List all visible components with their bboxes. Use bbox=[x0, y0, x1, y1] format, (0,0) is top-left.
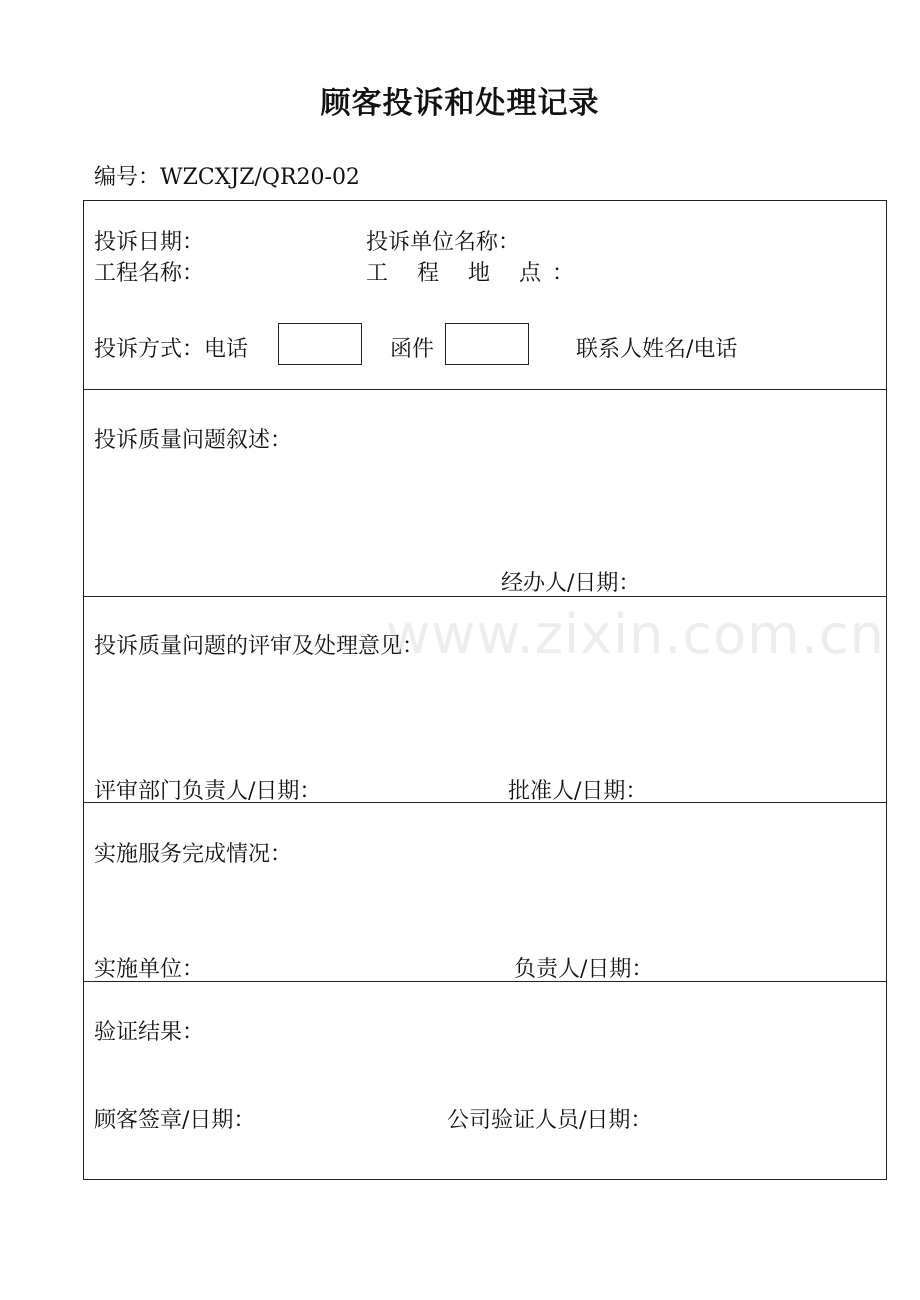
approver-date-label: 批准人/日期： bbox=[508, 779, 648, 804]
completion-label: 实施服务完成情况： bbox=[94, 842, 293, 867]
company-verifier-date-label: 公司验证人员/日期： bbox=[447, 1108, 653, 1133]
complaint-form bbox=[83, 200, 887, 1180]
document-number: 编号：WZCXJZ/QR20-02 bbox=[94, 165, 360, 190]
customer-sign-date-label: 顾客签章/日期： bbox=[94, 1108, 256, 1133]
review-head-date-label: 评审部门负责人/日期： bbox=[94, 779, 322, 804]
review-opinion-label: 投诉质量问题的评审及处理意见： bbox=[94, 634, 425, 659]
divider bbox=[84, 981, 886, 982]
divider bbox=[84, 389, 886, 390]
phone-checkbox[interactable] bbox=[278, 323, 362, 365]
verification-result-label: 验证结果： bbox=[94, 1020, 205, 1045]
complaint-method-label: 投诉方式：电话 bbox=[94, 337, 249, 362]
divider bbox=[84, 802, 886, 803]
complaint-date-label: 投诉日期： bbox=[94, 230, 205, 255]
implementation-unit-label: 实施单位： bbox=[94, 957, 205, 982]
responsible-date-label: 负责人/日期： bbox=[514, 957, 654, 982]
complaint-unit-label: 投诉单位名称： bbox=[366, 230, 521, 255]
project-name-label: 工程名称： bbox=[94, 261, 205, 286]
watermark: www.zixin.com.cn bbox=[386, 603, 885, 666]
contact-label: 联系人姓名/电话 bbox=[576, 337, 738, 362]
letter-label: 函件 bbox=[390, 337, 435, 362]
letter-checkbox[interactable] bbox=[445, 323, 529, 365]
document-title: 顾客投诉和处理记录 bbox=[320, 86, 600, 121]
handler-date-label: 经办人/日期： bbox=[501, 571, 641, 596]
problem-description-label: 投诉质量问题叙述： bbox=[94, 428, 293, 453]
divider bbox=[84, 596, 886, 597]
project-location-label: 工 程 地 点： bbox=[366, 261, 585, 286]
